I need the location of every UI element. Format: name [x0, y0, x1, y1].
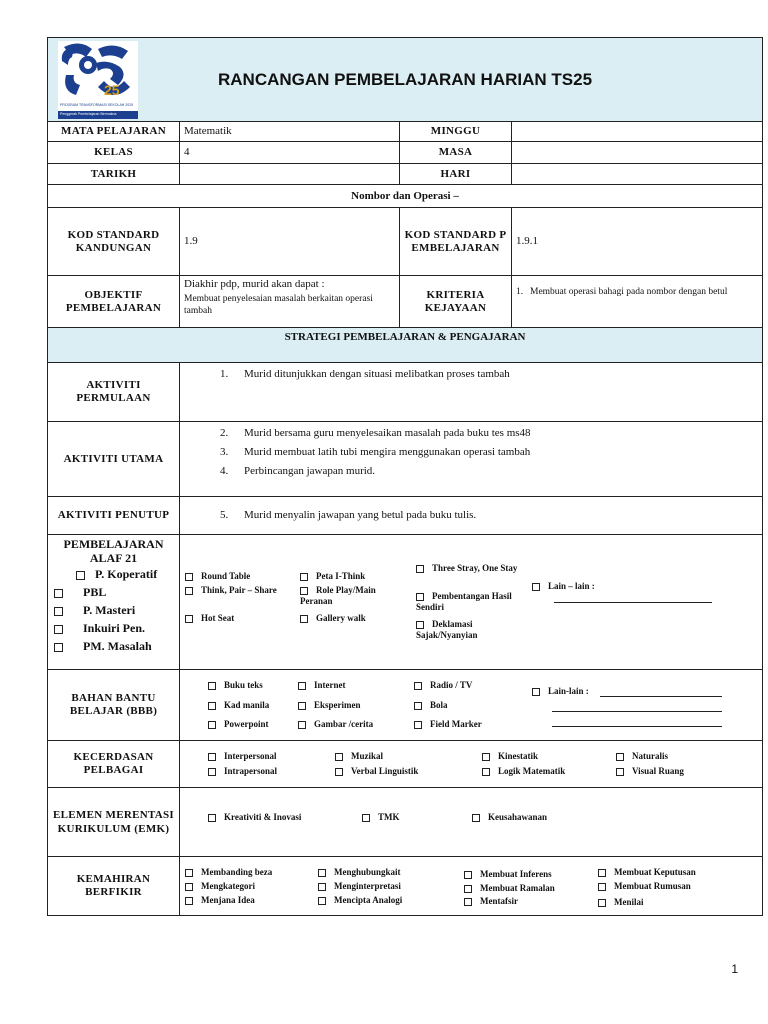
checkbox-icon[interactable] — [76, 571, 85, 580]
bbb-item[interactable]: Bola — [414, 700, 448, 711]
emk-label: ELEMEN MERENTASI KURIKULUM (EMK) — [48, 788, 180, 857]
page-number: 1 — [731, 962, 738, 976]
emk-items-cell — [180, 788, 763, 857]
checkbox-icon[interactable] — [464, 885, 472, 893]
checkbox-icon[interactable] — [208, 814, 216, 822]
logo-tagline: Penggerak Pembelajaran Bermakna — [60, 112, 117, 116]
alaf21-option-pbl[interactable]: PBL — [52, 583, 175, 601]
checkbox-icon[interactable] — [208, 768, 216, 776]
kemahiran-item[interactable]: Membuat Ramalan — [464, 883, 555, 894]
checkbox-icon[interactable] — [616, 768, 624, 776]
alaf21-item[interactable]: Role Play/Main Peranan — [300, 585, 376, 606]
alaf21-item[interactable]: Hot Seat — [185, 613, 234, 624]
bbb-item[interactable]: Eksperimen — [298, 700, 361, 711]
objektif-line2: Membuat penyelesaian masalah berkaitan operasi tambah — [184, 294, 373, 316]
alaf21-label-1: PEMBELAJARAN — [63, 537, 164, 551]
bbb-item[interactable]: Gambar /cerita — [298, 719, 373, 730]
logo-caption: PROGRAM TRANSFORMASI SEKOLAH 2025 — [60, 103, 134, 107]
kecerdasan-item[interactable]: Interpersonal — [208, 751, 277, 762]
strategi-label: STRATEGI PEMBELAJARAN & PENGAJARAN — [48, 328, 763, 363]
checkbox-icon[interactable] — [532, 688, 540, 696]
checkbox-icon[interactable] — [416, 621, 424, 629]
header-row — [48, 38, 763, 122]
kemahiran-item[interactable]: Mencipta Analogi — [318, 895, 402, 906]
checkbox-icon[interactable] — [208, 753, 216, 761]
checkbox-icon[interactable] — [54, 607, 63, 616]
alaf21-item[interactable]: Peta I-Think — [300, 571, 365, 582]
row-kelas — [48, 142, 763, 164]
mata-pelajaran-label: MATA PELAJARAN — [48, 122, 180, 142]
alaf21-label-2: ALAF 21 — [89, 551, 138, 565]
checkbox-icon[interactable] — [185, 573, 193, 581]
row-emk — [48, 788, 763, 857]
checkbox-icon[interactable] — [318, 869, 326, 877]
alaf21-item[interactable]: Round Table — [185, 571, 250, 582]
checkbox-icon[interactable] — [208, 682, 216, 690]
masa-value[interactable] — [512, 142, 763, 164]
alaf21-option-pm-masalah[interactable]: PM. Masalah — [52, 637, 175, 655]
kecerdasan-item[interactable]: Kinestatik — [482, 751, 538, 762]
checkbox-icon[interactable] — [416, 593, 424, 601]
alaf21-item[interactable]: Three Stray, One Stay — [416, 563, 526, 574]
kriteria-cell[interactable] — [512, 276, 763, 328]
alaf21-item[interactable]: Pembentangan Hasil Sendiri — [416, 591, 512, 612]
bbb-item[interactable]: Internet — [298, 680, 346, 691]
bbb-item[interactable]: Buku teks — [208, 680, 263, 691]
ksk-value[interactable]: 1.9 — [180, 208, 400, 276]
checkbox-icon[interactable] — [298, 682, 306, 690]
kecerdasan-items-cell — [180, 741, 763, 788]
checkbox-icon[interactable] — [298, 702, 306, 710]
kriteria-label: KRITERIA KEJAYAAN — [400, 276, 512, 328]
alaf21-option-inkuiri[interactable]: Inkuiri Pen. — [52, 619, 175, 637]
alaf21-option-masteri[interactable]: P. Masteri — [52, 601, 175, 619]
alaf21-item[interactable]: Think, Pair – Share — [185, 585, 285, 596]
checkbox-icon[interactable] — [414, 721, 422, 729]
aktiviti-permulaan-cell[interactable] — [180, 363, 763, 422]
kemahiran-label: KEMAHIRAN BERFIKIR — [48, 857, 180, 916]
alaf21-items-cell — [180, 535, 763, 670]
checkbox-icon[interactable] — [464, 871, 472, 879]
checkbox-icon[interactable] — [414, 682, 422, 690]
checkbox-icon[interactable] — [598, 899, 606, 907]
checkbox-icon[interactable] — [598, 883, 606, 891]
kemahiran-item[interactable]: Membanding beza — [185, 867, 272, 878]
aktiviti-utama-label: AKTIVITI UTAMA — [48, 422, 180, 497]
alaf21-item-lain[interactable]: Lain – lain : — [532, 581, 595, 592]
checkbox-icon[interactable] — [318, 897, 326, 905]
row-mata-pelajaran — [48, 122, 763, 142]
kemahiran-item[interactable]: Membuat Keputusan — [598, 867, 696, 878]
aktiviti-penutup-label: AKTIVITI PENUTUP — [48, 497, 180, 535]
row-alaf21 — [48, 535, 763, 670]
checkbox-icon[interactable] — [54, 625, 63, 634]
bbb-item[interactable]: Kad manila — [208, 700, 269, 711]
kemahiran-item[interactable]: Menilai — [598, 897, 644, 908]
ts25-logo — [58, 41, 138, 119]
ksp-value[interactable]: 1.9.1 — [512, 208, 763, 276]
checkbox-icon[interactable] — [185, 869, 193, 877]
aktiviti-penutup-cell[interactable] — [180, 497, 763, 535]
row-standard — [48, 208, 763, 276]
alaf21-lain-input[interactable] — [554, 602, 712, 603]
minggu-value[interactable] — [512, 122, 763, 142]
kemahiran-item[interactable]: Mengkategori — [185, 881, 255, 892]
bbb-lain-input[interactable] — [600, 696, 722, 697]
checkbox-icon[interactable] — [616, 753, 624, 761]
kecerdasan-label: KECERDASAN PELBAGAI — [48, 741, 180, 788]
checkbox-icon[interactable] — [298, 721, 306, 729]
checkbox-icon[interactable] — [185, 883, 193, 891]
kriteria-num: 1. — [516, 287, 524, 297]
objektif-label: OBJEKTIF PEMBELAJARAN — [48, 276, 180, 328]
bbb-item[interactable]: Field Marker — [414, 719, 482, 730]
checkbox-icon[interactable] — [318, 883, 326, 891]
aktiviti-permulaan-label: AKTIVITI PERMULAAN — [48, 363, 180, 422]
kemahiran-item[interactable]: Membuat Inferens — [464, 869, 552, 880]
bbb-lain-input-2[interactable] — [552, 711, 722, 712]
checkbox-icon[interactable] — [482, 753, 490, 761]
header-cell — [48, 38, 763, 122]
checkbox-icon[interactable] — [362, 814, 370, 822]
checkbox-icon[interactable] — [185, 587, 193, 595]
bbb-lain-input-3[interactable] — [552, 726, 722, 727]
aktiviti-utama-cell[interactable] — [180, 422, 763, 497]
alaf21-option-koperatif[interactable]: P. Koperatif — [52, 565, 175, 583]
checkbox-icon[interactable] — [300, 573, 308, 581]
bbb-item[interactable]: Radio / TV — [414, 680, 472, 691]
kemahiran-item[interactable]: Menjana Idea — [185, 895, 255, 906]
checkbox-icon[interactable] — [300, 615, 308, 623]
checkbox-icon[interactable] — [482, 768, 490, 776]
row-bbb — [48, 670, 763, 741]
tarikh-label: TARIKH — [48, 164, 180, 185]
mata-pelajaran-value[interactable]: Matematik — [180, 122, 400, 142]
kelas-value[interactable]: 4 — [180, 142, 400, 164]
ksk-label: KOD STANDARD KANDUNGAN — [48, 208, 180, 276]
checkbox-icon[interactable] — [416, 565, 424, 573]
rph-table — [47, 37, 763, 916]
row-tarikh — [48, 164, 763, 185]
emk-item[interactable]: Keusahawanan — [472, 812, 547, 823]
alaf21-item[interactable]: Deklamasi Sajak/Nyanyian — [416, 619, 478, 640]
kecerdasan-item[interactable]: Logik Matematik — [482, 766, 565, 777]
row-aktiviti-utama — [48, 422, 763, 497]
aktiviti-item: 2. Murid bersama guru menyelesaikan masalah pada buku tes ms48 — [220, 427, 531, 439]
row-aktiviti-permulaan — [48, 363, 763, 422]
kecerdasan-item[interactable]: Muzikal — [335, 751, 383, 762]
ksp-label: KOD STANDARD PEMBELAJARAN — [400, 208, 512, 276]
checkbox-icon[interactable] — [414, 702, 422, 710]
alaf21-item[interactable]: Gallery walk — [300, 613, 366, 624]
checkbox-icon[interactable] — [472, 814, 480, 822]
alaf21-label-cell — [48, 535, 180, 670]
emk-item[interactable]: TMK — [362, 812, 400, 823]
checkbox-icon[interactable] — [335, 753, 343, 761]
checkbox-icon[interactable] — [598, 869, 606, 877]
row-kemahiran — [48, 857, 763, 916]
bbb-label: BAHAN BANTU BELAJAR (BBB) — [48, 670, 180, 741]
kelas-label: KELAS — [48, 142, 180, 164]
emk-item[interactable]: Kreativiti & Inovasi — [208, 812, 301, 823]
row-strategi — [48, 328, 763, 363]
kemahiran-item[interactable]: Membuat Rumusan — [598, 881, 691, 892]
kecerdasan-item[interactable]: Naturalis — [616, 751, 668, 762]
hari-label: HARI — [400, 164, 512, 185]
masa-label: MASA — [400, 142, 512, 164]
kemahiran-items-cell — [180, 857, 763, 916]
checkbox-icon[interactable] — [54, 589, 63, 598]
checkbox-icon[interactable] — [532, 583, 540, 591]
kecerdasan-item[interactable]: Verbal Linguistik — [335, 766, 418, 777]
bbb-items-cell — [180, 670, 763, 741]
row-tajuk — [48, 185, 763, 208]
row-aktiviti-penutup — [48, 497, 763, 535]
minggu-label: MINGGU — [400, 122, 512, 142]
checkbox-icon[interactable] — [185, 897, 193, 905]
bbb-item[interactable]: Powerpoint — [208, 719, 269, 730]
page-title: RANCANGAN PEMBELAJARAN HARIAN TS25 — [218, 70, 593, 89]
checkbox-icon[interactable] — [208, 721, 216, 729]
bbb-item-lain[interactable]: Lain-lain : — [532, 686, 589, 697]
kriteria-value: Membuat operasi bahagi pada nombor dengan betul — [530, 287, 728, 297]
kemahiran-item[interactable]: Menginterpretasi — [318, 881, 401, 892]
checkbox-icon[interactable] — [300, 587, 308, 595]
tarikh-value[interactable] — [180, 164, 400, 185]
objektif-cell[interactable] — [180, 276, 400, 328]
checkbox-icon[interactable] — [54, 643, 63, 652]
kecerdasan-item[interactable]: Visual Ruang — [616, 766, 684, 777]
kemahiran-item[interactable]: Mentafsir — [464, 896, 518, 907]
checkbox-icon[interactable] — [335, 768, 343, 776]
row-kecerdasan — [48, 741, 763, 788]
checkbox-icon[interactable] — [208, 702, 216, 710]
logo-number: 25 — [104, 82, 120, 98]
aktiviti-item: 5. Murid menyalin jawapan yang betul pada buku tulis. — [220, 509, 477, 521]
aktiviti-item: 3. Murid membuat latih tubi mengira menggunakan operasi tambah — [220, 446, 531, 458]
hari-value[interactable] — [512, 164, 763, 185]
kemahiran-item[interactable]: Menghubungkait — [318, 867, 401, 878]
row-objektif — [48, 276, 763, 328]
aktiviti-item: 1. Murid ditunjukkan dengan situasi melibatkan proses tambah — [220, 368, 510, 380]
aktiviti-item: 4. Perbincangan jawapan murid. — [220, 465, 376, 477]
checkbox-icon[interactable] — [185, 615, 193, 623]
kecerdasan-item[interactable]: Intrapersonal — [208, 766, 277, 777]
tajuk-text[interactable]: Nombor dan Operasi – — [48, 185, 763, 208]
objektif-line1: Diakhir pdp, murid akan dapat : — [184, 278, 325, 290]
checkbox-icon[interactable] — [464, 898, 472, 906]
ts25-logo-icon — [58, 41, 138, 119]
